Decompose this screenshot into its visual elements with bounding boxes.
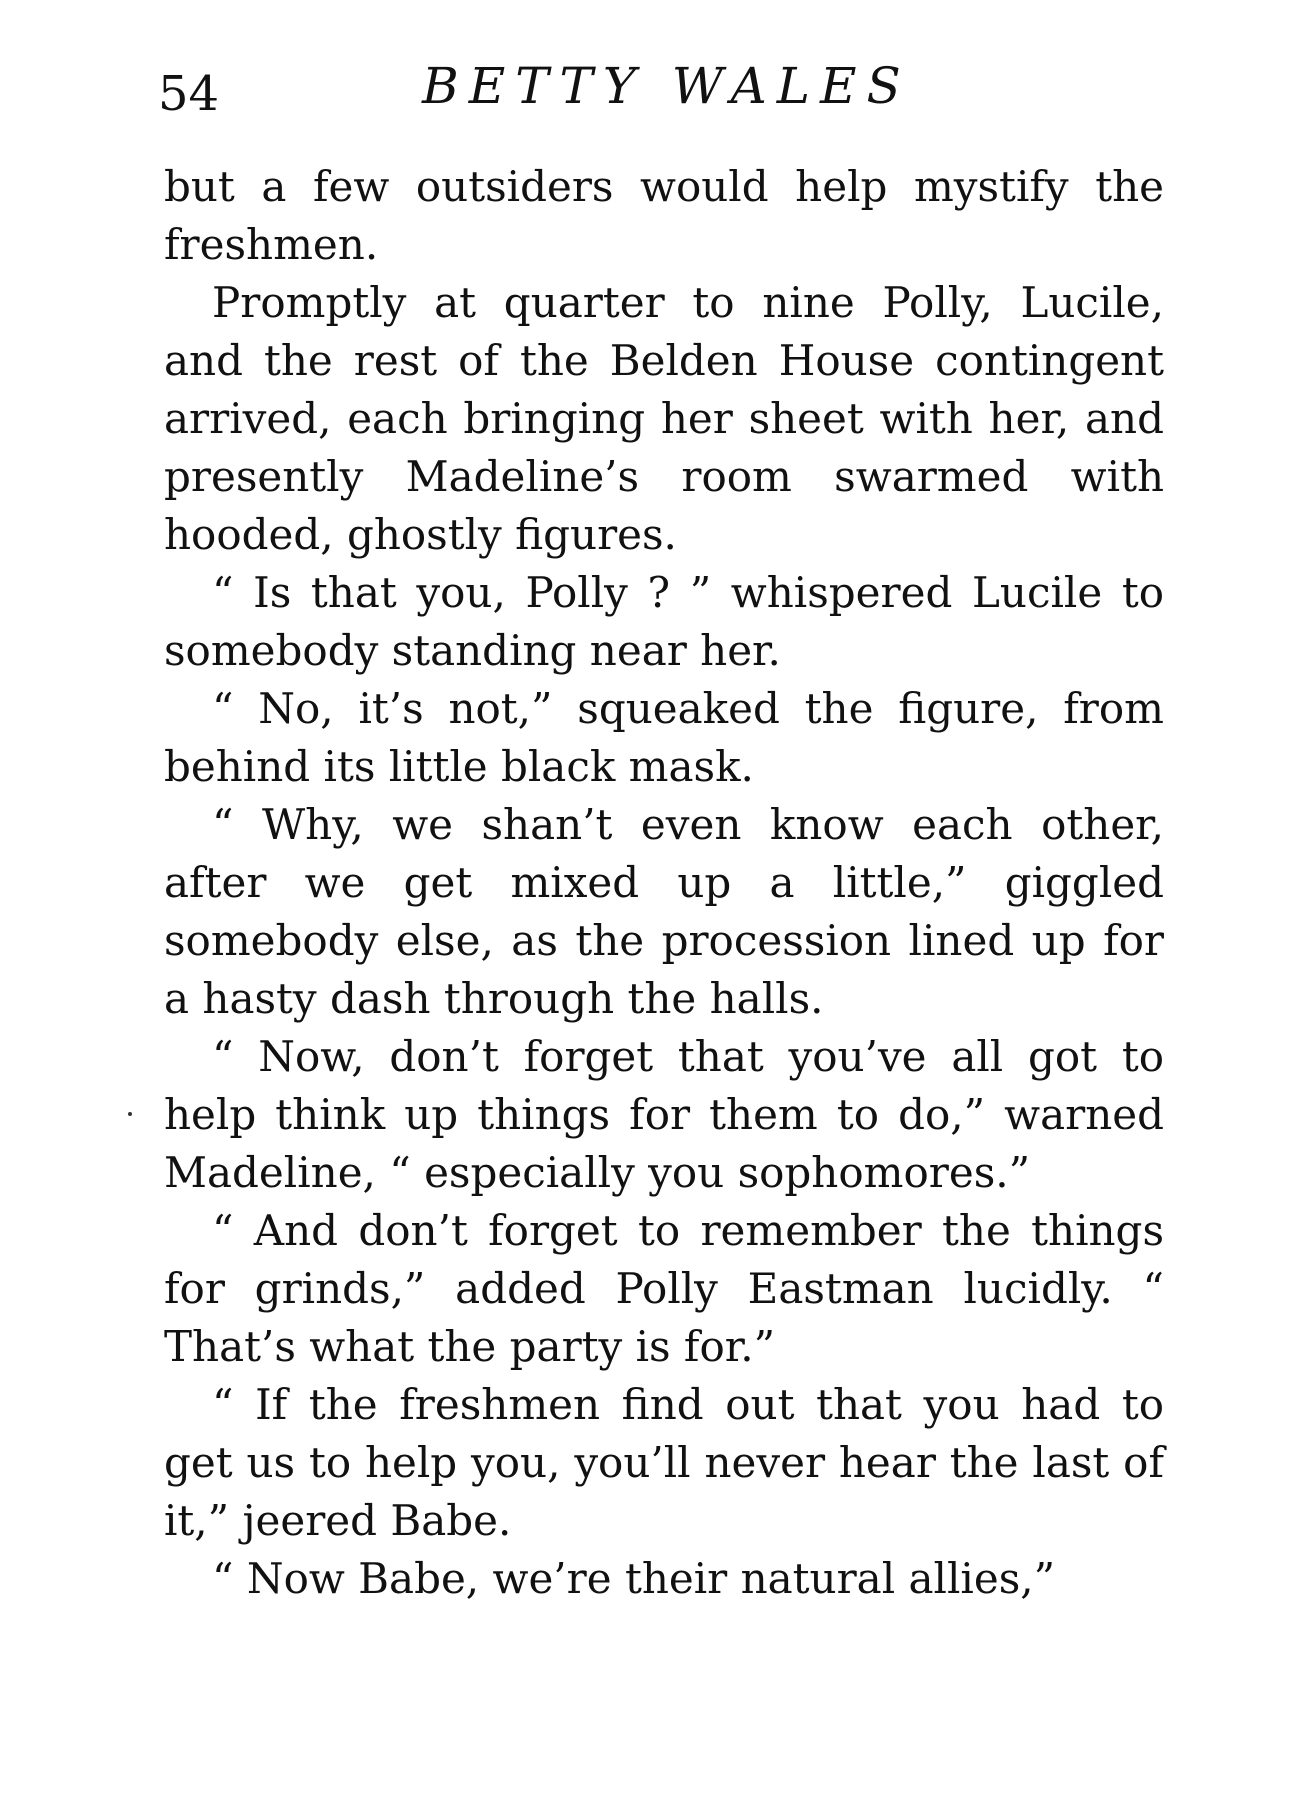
paragraph: “ Now Babe, we’re their natural allies,” bbox=[212, 1554, 1056, 1603]
ink-speck bbox=[128, 1112, 132, 1116]
paragraph: “ And don’t forget to remember the things for grinds,” added Polly Eastman lucidly. “ That’s what the party is for.” bbox=[164, 1206, 1164, 1371]
page-number: 54 bbox=[158, 66, 220, 122]
paragraph-continuation: but a few outsiders would help mystify the freshmen. bbox=[164, 162, 1164, 269]
paragraph: “ Now, don’t forget that you’ve all got to help think up things for them to do,” warned Madeline, “ especially you sophomores.” bbox=[164, 1032, 1164, 1197]
paragraph: Promptly at quarter to nine Polly, Lucile, and the rest of the Belden House contingent arrived, each bringing her sheet with her, and presently Madeline’s room swarmed with hooded, ghostly figures. bbox=[164, 278, 1164, 559]
paragraph: “ If the freshmen find out that you had to get us to help you, you’ll never hear the last of it,” jeered Babe. bbox=[164, 1380, 1164, 1545]
body-text bbox=[164, 158, 1164, 1608]
running-title: BETTY WALES bbox=[422, 57, 911, 115]
paragraph: “ Is that you, Polly ? ” whispered Lucile to somebody standing near her. bbox=[164, 568, 1164, 675]
paragraph: “ Why, we shan’t even know each other, after we get mixed up a little,” giggled somebody else, as the procession lined up for a hasty dash through the halls. bbox=[164, 800, 1164, 1023]
paragraph: “ No, it’s not,” squeaked the figure, from behind its little black mask. bbox=[164, 684, 1164, 791]
